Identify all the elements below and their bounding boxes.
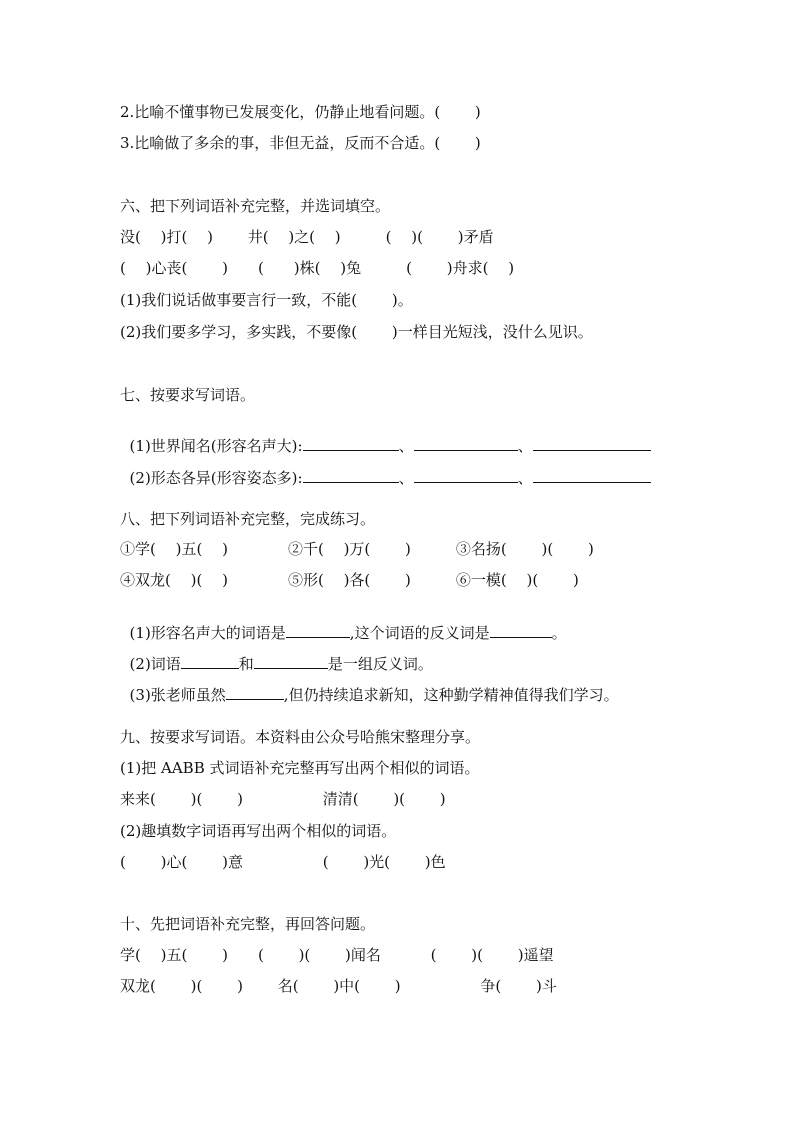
section-9-sub-2: (2)趣填数字词语再写出两个相似的词语。 bbox=[120, 822, 397, 840]
question-2: 2.比喻不懂事物已发展变化，仍静止地看问题。( ) bbox=[120, 103, 481, 121]
sub-1-text-a: (1)形容名声大的词语是 bbox=[129, 624, 286, 642]
section-8-row-2: ④双龙( )( ) ⑤形( )各( ) ⑥一模( )( ) bbox=[120, 571, 579, 589]
answer-blank[interactable] bbox=[414, 468, 518, 483]
sub-2-text-b: 和 bbox=[238, 655, 254, 673]
section-10-title: 十、先把词语补充完整，再回答问题。 bbox=[120, 915, 376, 933]
sub-1-text-b: ,这个词语的反义词是 bbox=[349, 624, 490, 642]
answer-blank[interactable] bbox=[533, 468, 651, 483]
question-3: 3.比喻做了多余的事，非但无益，反而不合适。( ) bbox=[120, 134, 481, 152]
section-6-row-1: 没( )打( ) 井( )之( ) ( )( )矛盾 bbox=[120, 228, 494, 246]
separator: 、 bbox=[398, 437, 414, 455]
sub-2-text-c: 是一组反义词。 bbox=[327, 655, 433, 673]
section-8-title: 八、把下列词语补充完整，完成练习。 bbox=[120, 510, 376, 528]
section-7-item-1-label: (1)世界闻名(形容名声大): bbox=[129, 437, 303, 455]
section-7-title: 七、按要求写词语。 bbox=[120, 386, 256, 404]
section-9-row-1: 来来( )( ) 清清( )( ) bbox=[120, 790, 446, 808]
section-7-item-2-label: (2)形态各异(形容姿态多): bbox=[129, 469, 303, 487]
answer-blank[interactable] bbox=[490, 623, 552, 638]
section-8-row-1: ①学( )五( ) ②千( )万( ) ③名扬( )( ) bbox=[120, 540, 594, 558]
sub-1-text-c: 。 bbox=[551, 624, 567, 642]
sub-3-text-b: ,但仍持续追求新知，这种勤学精神值得我们学习。 bbox=[283, 686, 619, 704]
sub-2-text-a: (2)词语 bbox=[129, 655, 181, 673]
section-6-sub-2: (2)我们要多学习，多实践，不要像( )一样目光短浅，没什么见识。 bbox=[120, 323, 593, 341]
separator: 、 bbox=[517, 437, 533, 455]
answer-blank[interactable] bbox=[303, 468, 399, 483]
section-7-item-2 bbox=[120, 448, 651, 488]
section-9-sub-1: (1)把 AABB 式词语补充完整再写出两个相似的词语。 bbox=[120, 759, 480, 777]
section-6-sub-1: (1)我们说话做事要言行一致，不能( )。 bbox=[120, 291, 413, 309]
separator: 、 bbox=[517, 469, 533, 487]
section-6-row-2: ( )心丧( ) ( )株( )兔 ( )舟求( ) bbox=[120, 259, 515, 277]
section-10-row-1: 学( )五( ) ( )( )闻名 ( )( )遥望 bbox=[120, 946, 554, 964]
section-8-sub-3 bbox=[120, 665, 619, 705]
section-10-row-2: 双龙( )( ) 名( )中( ) 争( )斗 bbox=[120, 977, 557, 995]
answer-blank[interactable] bbox=[226, 685, 284, 700]
section-9-title: 九、按要求写词语。本资料由公众号哈熊宋整理分享。 bbox=[120, 728, 481, 746]
section-6-title: 六、把下列词语补充完整，并选词填空。 bbox=[120, 197, 391, 215]
section-9-row-2: ( )心( )意 ( )光( )色 bbox=[120, 853, 446, 871]
separator: 、 bbox=[398, 469, 414, 487]
sub-3-text-a: (3)张老师虽然 bbox=[129, 686, 226, 704]
